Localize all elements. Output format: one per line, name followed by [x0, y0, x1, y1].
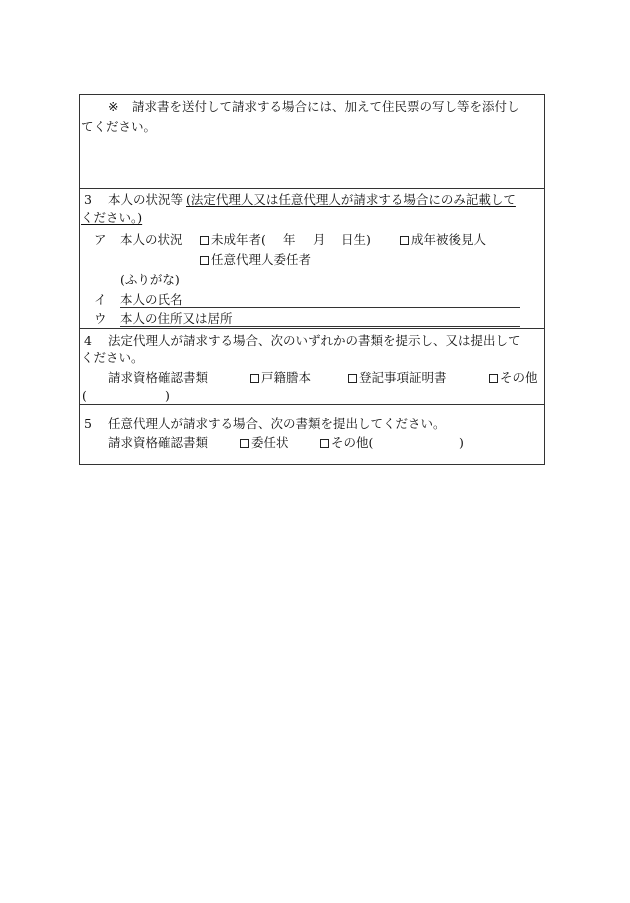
section5-doc-label: 請求資格確認書類	[108, 435, 209, 450]
item-a-mark: ア	[94, 232, 107, 247]
checkbox-icon[interactable]	[489, 374, 498, 383]
checkbox-icon[interactable]	[320, 439, 329, 448]
name-label: 本人の氏名	[120, 292, 183, 307]
section5-number: 5	[84, 416, 92, 431]
voluntary-agent-section	[80, 405, 544, 464]
section3-heading-note-1: (法定代理人又は任意代理人が請求する場合にのみ記載して	[186, 192, 516, 207]
adult-ward-label: 成年被後見人	[411, 232, 487, 247]
section3-heading: 本人の状況等	[108, 192, 184, 207]
checkbox-icon[interactable]	[348, 374, 357, 383]
section5-text-line1: 任意代理人が請求する場合、次の書類を提出してください。	[108, 416, 446, 431]
legal-representative-section	[80, 329, 544, 405]
registry-checkbox-option[interactable]	[348, 370, 447, 386]
checkbox-icon[interactable]	[200, 256, 209, 265]
item-a-label: 本人の状況	[120, 232, 183, 247]
minor-checkbox-option[interactable]	[200, 232, 266, 248]
section4-doc-label: 請求資格確認書類	[108, 370, 209, 385]
minor-label: 未成年者(	[211, 232, 266, 247]
principal-status-section	[80, 189, 544, 329]
address-label: 本人の住所又は居所	[120, 311, 233, 326]
checkbox-icon[interactable]	[240, 439, 249, 448]
name-input-line[interactable]	[120, 307, 520, 308]
proxy-checkbox-option[interactable]	[240, 435, 289, 451]
checkbox-icon[interactable]	[200, 236, 209, 245]
principal-label: 任意代理人委任者	[211, 252, 312, 267]
registry-label: 登記事項証明書	[359, 370, 447, 385]
request-form-table	[79, 94, 545, 465]
koseki-label: 戸籍謄本	[261, 370, 312, 385]
section4-text-line2: ください。	[81, 350, 144, 365]
checkbox-icon[interactable]	[250, 374, 259, 383]
section3-heading-note-2: ください。)	[81, 210, 143, 225]
birth-label: 日生)	[341, 232, 371, 247]
section5-paren-close: )	[459, 435, 464, 450]
section4-paren-open: (	[82, 388, 87, 403]
note-section	[80, 95, 544, 189]
item-u-mark: ウ	[94, 311, 107, 326]
principal-checkbox-option[interactable]	[200, 252, 311, 268]
proxy-label: 委任状	[251, 435, 289, 450]
note-text-line1: 請求書を送付して請求する場合には、加えて住民票の写し等を添付し	[132, 99, 520, 114]
section4-text-line1: 法定代理人が請求する場合、次のいずれかの書類を提示し、又は提出して	[108, 333, 521, 348]
furigana-label: (ふりがな)	[120, 272, 180, 287]
address-input-line[interactable]	[120, 326, 520, 327]
section3-number: 3	[84, 192, 92, 207]
section5-other-label: その他(	[331, 435, 374, 450]
checkbox-icon[interactable]	[400, 236, 409, 245]
section5-other-checkbox-option[interactable]	[320, 435, 373, 451]
year-label: 年	[283, 232, 296, 247]
section4-other-label: その他	[500, 370, 538, 385]
note-text-line2: てください。	[81, 119, 157, 134]
section4-number: 4	[84, 333, 92, 348]
note-mark: ※	[108, 99, 119, 114]
item-i-mark: イ	[94, 292, 107, 307]
koseki-checkbox-option[interactable]	[250, 370, 311, 386]
adult-ward-checkbox-option[interactable]	[400, 232, 486, 248]
section4-paren-close: )	[165, 388, 170, 403]
month-label: 月	[313, 232, 326, 247]
section4-other-checkbox-option[interactable]	[489, 370, 538, 386]
